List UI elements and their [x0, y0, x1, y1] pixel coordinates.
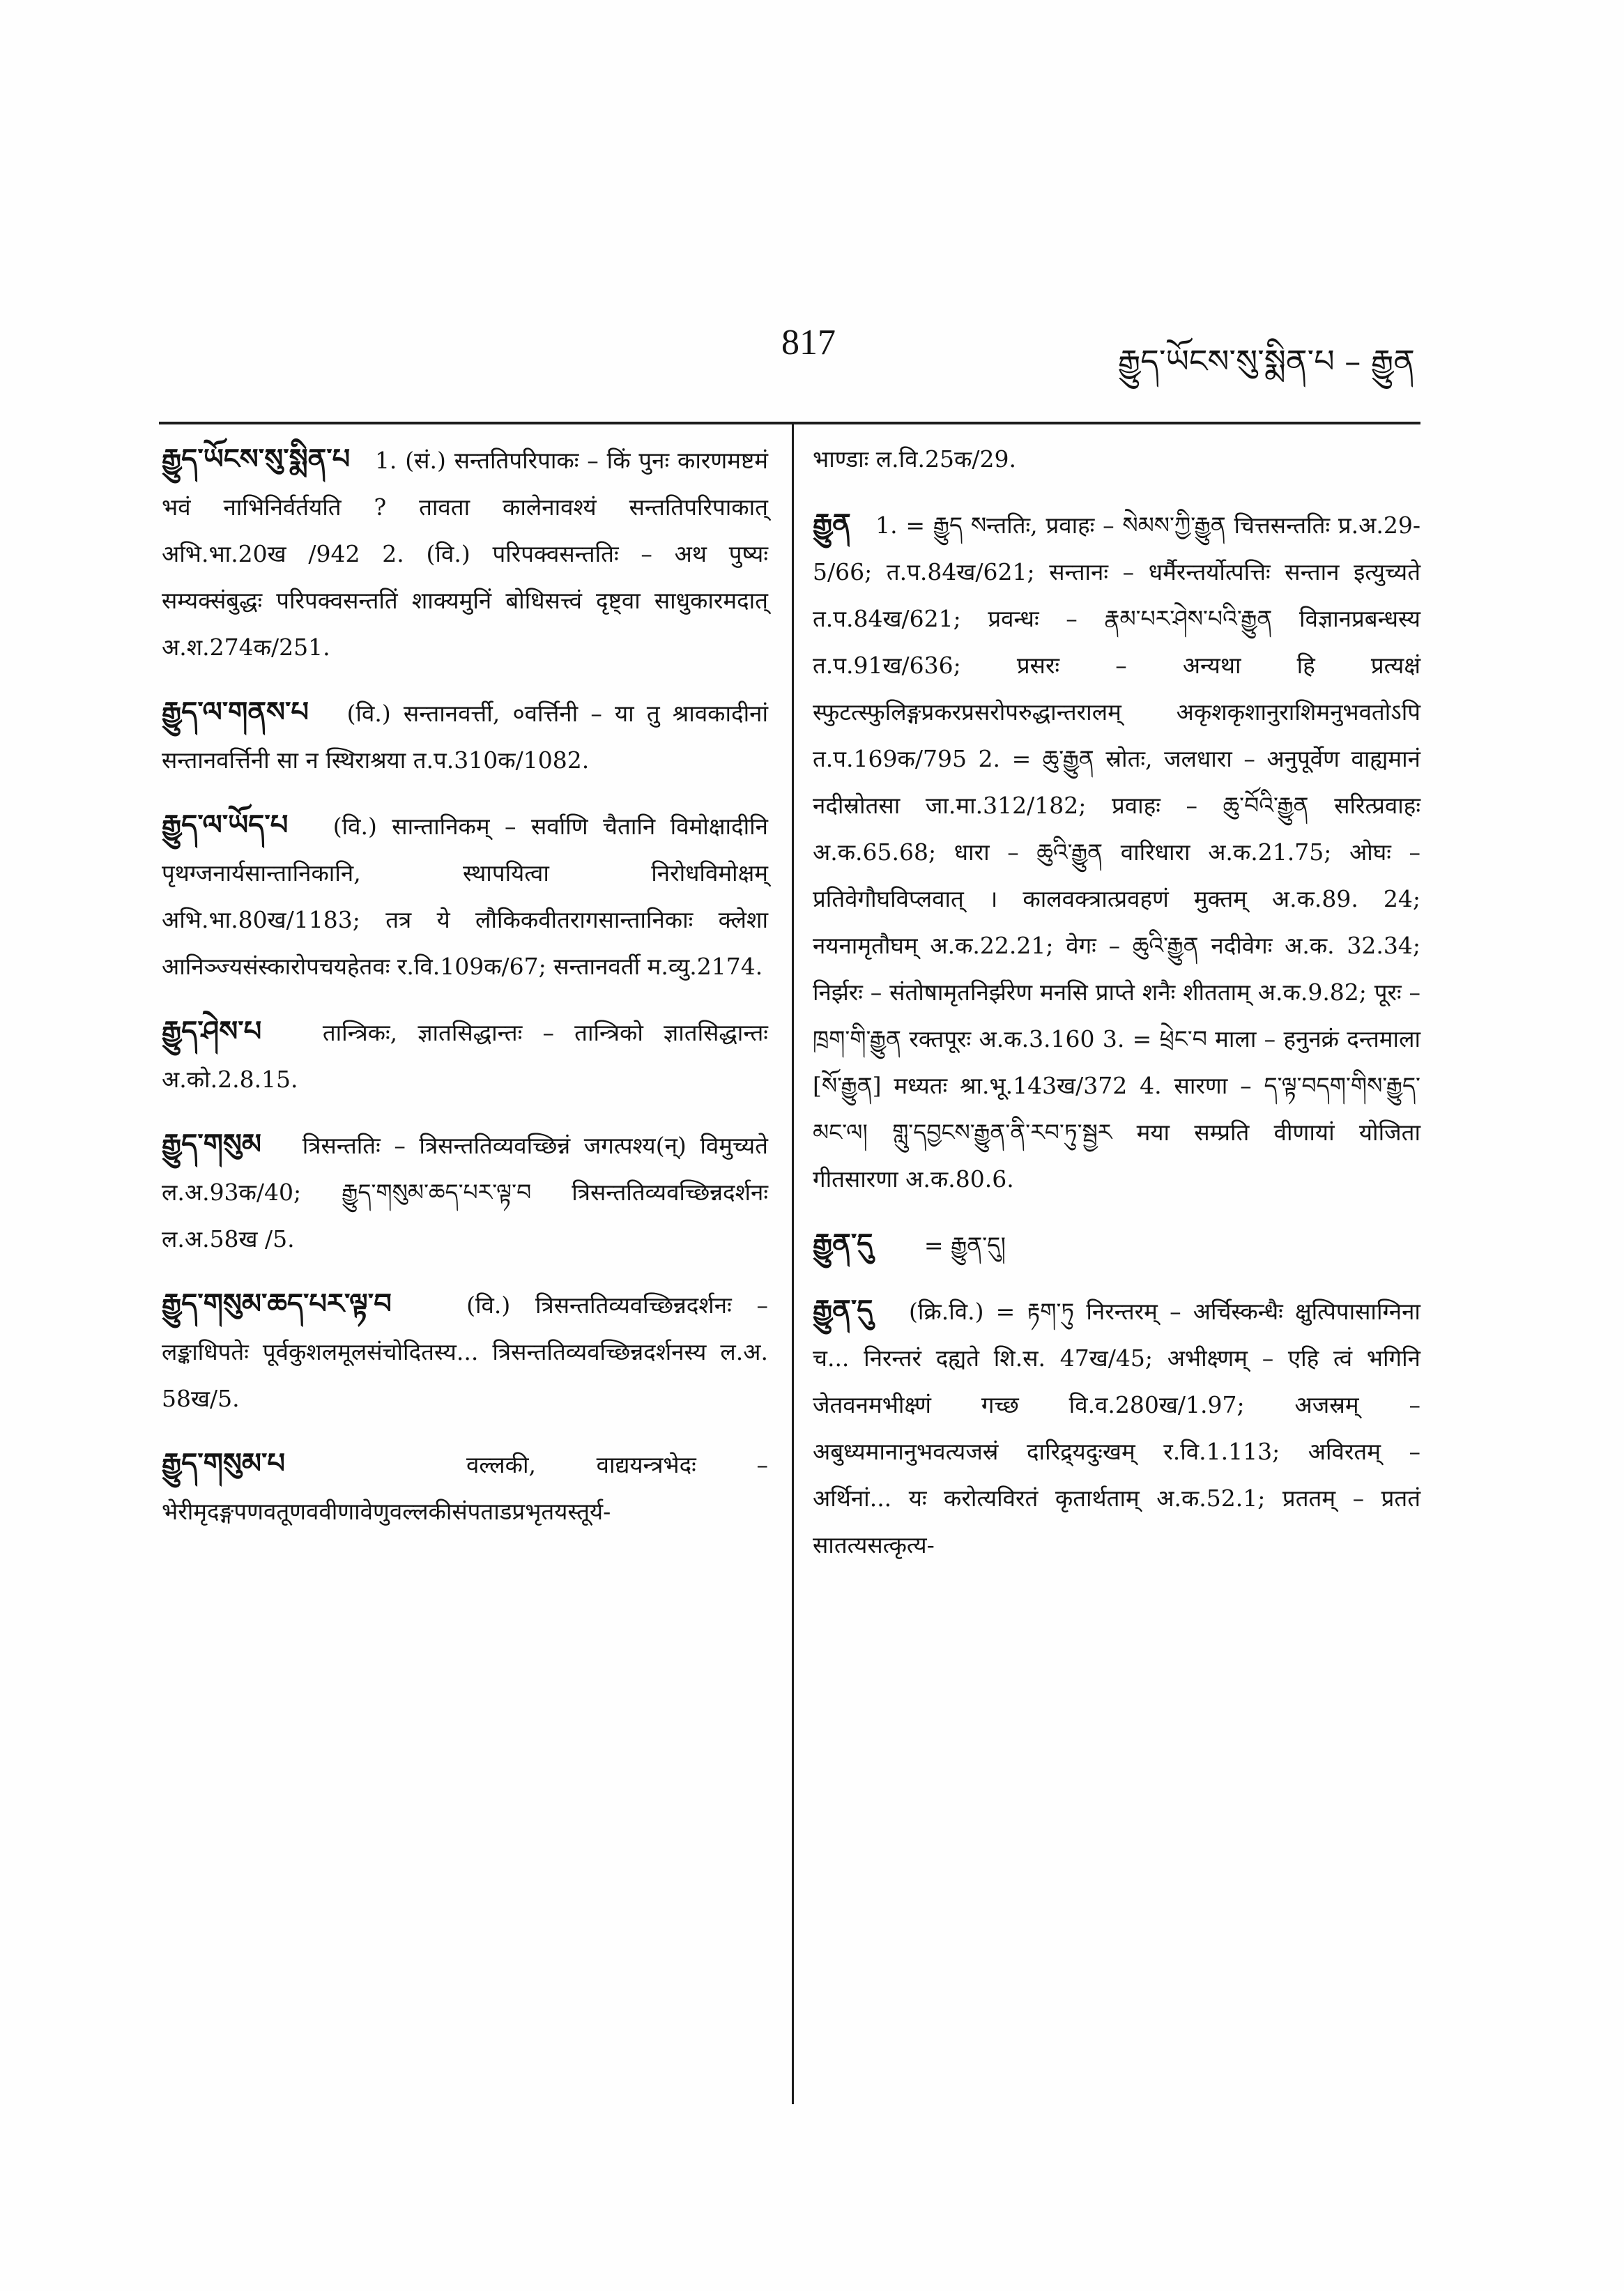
headword: རྒྱུད་གསུམ: [162, 1128, 261, 1160]
headword: རྒྱུད་ལ་ཡོད་པ: [162, 809, 289, 841]
entry-text: (वि.) सन्तानवर्त्ती, ०वर्त्तिनी – या तु श्रावकादीनां सन्तानवर्त्तिनी सा न स्थिराश्रया त.प.310क/1082.: [162, 700, 768, 774]
headword: རྒྱུད་གསུམ་པ: [162, 1447, 285, 1480]
dictionary-entry: [162, 436, 768, 671]
entry-text: त्रिसन्ततिः – त्रिसन्ततिव्यवच्छिन्नं जगत्पश्य(न्) विमुच्यते ल.अ.93क/40; རྒྱུད་གསུམ་ཆད་པར་ལྟ་བ त्रिसन्ततिव्यवच्छिन्नदर्शनः ल.अ.58ख /5.: [162, 1132, 768, 1252]
entry-text: 1. = རྒྱུད སन्ततिः, प्रवाहः – སེམས་ཀྱི་རྒྱུན चित्तसन्ततिः प्र.अ.29-5/66; त.प.84ख/621; सन्तानः – धर्मैरन्तर्योत्पत्तिः सन्तान इत्युच्यते त.प.84ख/621; प्रवन्धः – རྣམ་པར་ཤེས་པའི་རྒྱུན विज्ञानप्रबन्धस्य त.प.91ख/636; प्रसरः – अन्यथा हि प्रत्यक्षं स्फुटत्स्फुलिङ्गप्रकरप्रसरोपरुद्धान्तरालम् अकृशकृशानुराशिमनुभवतोऽपि त.प.169क/795 2. = ཆུ་རྒྱུན स्रोतः, जलधारा – अनुपूर्वेण वाह्यमानं नदीस्रोतसा जा.मा.312/182; प्रवाहः – ཆུ་བོའི་རྒྱུན सरित्प्रवाहः अ.क.65.68; धारा – ཆུའི་རྒྱུན वारिधारा अ.क.21.75; ओघः – प्रतिवेगौघविप्लवात् । कालवक्त्रात्प्रवहणं मुक्तम् अ.क.89. 24; नयनामृतौघम् अ.क.22.21; वेगः – ཆུའི་རྒྱུན नदीवेगः अ.क. 32.34; निर्झरः – संतोषामृतनिर्झरेण मनसि प्राप्ते शनैः शीतताम् अ.क.9.82; पूरः – ཁྲག་གི་རྒྱུན रक्तपूरः अ.क.3.160 3. = ཕྲེང་བ माला – हनुनक्रं दन्तमाला [སོ་རྒྱུན] मध्यतः श्रा.भू.143ख/372 4. सारणा – ད་ལྟ་བདག་གིས་རྒྱུད་མང་ལ། གླུ་དབྱངས་རྒྱུན་ནི་རབ་ཏུ་སྦྱར मया सम्प्रति वीणायां योजिता गीतसारणा अ.क.80.6.: [813, 512, 1420, 1193]
headword: རྒྱུད་གསུམ་ཆད་པར་ལྟ་བ: [162, 1287, 392, 1320]
dictionary-entry: [162, 802, 768, 990]
headword: རྒྱུད་ཤེས་པ: [162, 1015, 262, 1048]
page-number: 817: [781, 323, 836, 362]
dictionary-entry: [162, 1121, 768, 1262]
dictionary-entry: [813, 1287, 1420, 1568]
right-column: [813, 436, 1420, 1586]
dictionary-entry: [813, 1220, 1420, 1269]
entry-text: वल्लकी, वाद्ययन्त्रभेदः – भेरीमृदङ्गपणवतूणववीणावेणुवल्लकीसंपताडप्रभृतयस्तूर्य-: [162, 1451, 768, 1525]
headword: རྒྱུན་དུ: [813, 1294, 873, 1326]
headword: རྒྱུན: [813, 507, 851, 540]
entry-text: (वि.) सान्तानिकम् – सर्वाणि चैतानि विमोक्षादीनि पृथग्जनार्यसान्तानिकानि, स्थापयित्वा निरोधविमोक्षम् अभि.भा.80ख/1183; तत्र ये लौकिकवीतरागसान्तानिकाः क्लेशा आनिञ्ज्यसंस्कारोपचयहेतवः र.वि.109क/67; सन्तानवर्ती म.व्यु.2174.: [162, 813, 768, 980]
dictionary-entry: [162, 1440, 768, 1535]
entry-text: (क्रि.वि.) = རྟག་ཏུ निरन्तरम् – अर्चिस्कन्धैः क्षुत्पिपासाग्निना च... निरन्तरं दह्यते शि.स. 47ख/45; अभीक्ष्णम् – एहि त्वं भगिनि जेतवनमभीक्ष्णं गच्छ वि.व.280ख/1.97; अजस्रम् – अबुध्यमानानुभवत्यजस्रं दारिद्र्यदुःखम् र.वि.1.113; अविरतम् – अर्थिनां... यः करोत्यविरतं कृतार्थताम् अ.क.52.1; प्रततम् – प्रततं सातत्यसत्कृत्य-: [813, 1298, 1420, 1558]
entry-continuation: [813, 436, 1420, 482]
headword: རྒྱུད་ལ་གནས་པ: [162, 696, 309, 728]
dictionary-entry: [162, 1008, 768, 1103]
dictionary-entry: [162, 689, 768, 783]
column-divider: [792, 424, 794, 2104]
entry-text: भाण्डाः ल.वि.25क/29.: [813, 445, 1016, 473]
headword: རྒྱུན་དུ: [813, 1227, 873, 1260]
headword: རྒྱུད་ཡོངས་སུ་སྨིན་པ: [162, 443, 351, 475]
dictionary-entry: [813, 500, 1420, 1202]
entry-text: 1. (सं.) सन्ततिपरिपाकः – किं पुनः कारणमष्टमं भवं नाभिनिर्वर्तयति ? तावता कालेनावश्यं सन्ततिपरिपाकात् अभि.भा.20ख /942 2. (वि.) परिपक्वसन्ततिः – अथ पुष्यः सम्यक्संबुद्धः परिपक्वसन्ततिं शाक्यमुनिं बोधिसत्त्वं दृष्ट्वा साधुकारमदात् अ.श.274क/251.: [162, 447, 768, 661]
dictionary-entry: [162, 1280, 768, 1422]
running-head: རྒྱུད་ཡོངས་སུ་སྨིན་པ – རྒྱུན: [1117, 342, 1415, 380]
entry-text: तान्त्रिकः, ज्ञातसिद्धान्तः – तान्त्रिको ज्ञातसिद्धान्तः अ.को.2.8.15.: [162, 1019, 768, 1093]
left-column: [162, 436, 768, 1553]
entry-text: = རྒྱུན་དུ།: [924, 1232, 1006, 1259]
entry-text: (वि.) त्रिसन्ततिव्यवच्छिन्नदर्शनः – लङ्काधिपतेः पूर्वकुशलमूलसंचोदितस्य... त्रिसन्ततिव्यवच्छिन्नदर्शनस्य ल.अ. 58ख/5.: [162, 1292, 768, 1412]
header-rule: [159, 422, 1420, 424]
